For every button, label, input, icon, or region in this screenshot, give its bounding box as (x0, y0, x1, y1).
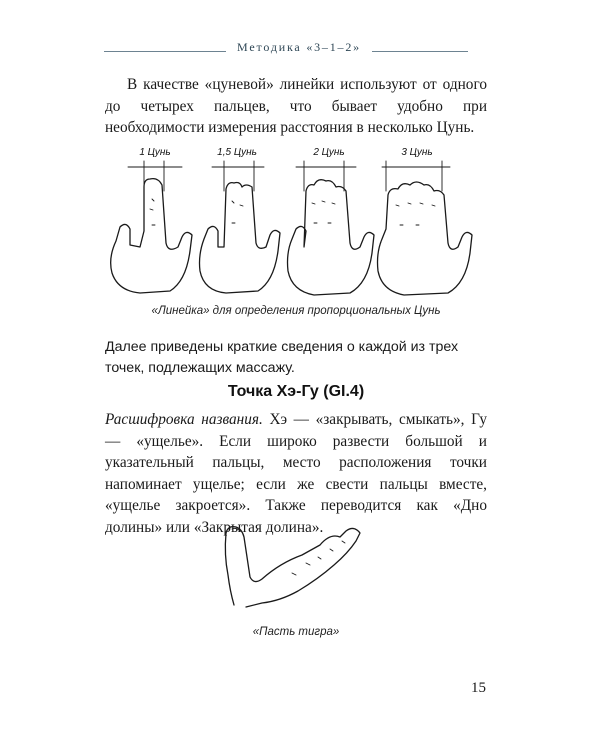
transition-paragraph: Далее приведены краткие сведения о каждой из трех точек, подлежащих массажу. (105, 339, 459, 376)
section-heading: Точка Хэ-Гу (GI.4) (227, 383, 365, 400)
finger-figure-caption: «Линейка» для определения пропорциональных Цунь (151, 305, 441, 317)
finger-measurement-illustration (100, 143, 478, 303)
finger-label-2: 1,5 Цунь (217, 147, 257, 158)
header-rule-right (372, 51, 468, 52)
name-explanation-lead: Расшифровка названия. (105, 411, 263, 428)
tiger-figure-caption: «Пасть тигра» (252, 626, 340, 638)
hand-one-half-finger (200, 161, 281, 293)
intro-text: В качестве «цуневой» линейки используют от одного до четырех пальцев, что бывает удобно при необходимости измерения расстояния в несколько Цунь. (105, 76, 487, 136)
finger-label-1: 1 Цунь (139, 147, 171, 158)
page-number: 15 (471, 680, 486, 696)
header-rule-left (104, 51, 226, 52)
hand-two-fingers (288, 161, 375, 295)
running-title: Методика «3–1–2» (237, 40, 361, 54)
finger-label-4: 3 Цунь (401, 147, 433, 158)
intro-paragraph (105, 74, 487, 139)
tiger-mouth-illustration (222, 515, 372, 615)
name-explanation-text: Хэ — «закрывать, смыкать», Гу — «ущелье». Если широко развести большой и указательный пальцы, место расположения точки напоминает ущелье; если же свести пальцы вместе, «ущелье закроется». Также переводится как «Дно долины» или «Закрытая долина». (105, 411, 487, 536)
hand-three-fingers (378, 161, 473, 295)
hand-one-finger (111, 161, 192, 293)
finger-label-3: 2 Цунь (313, 147, 345, 158)
